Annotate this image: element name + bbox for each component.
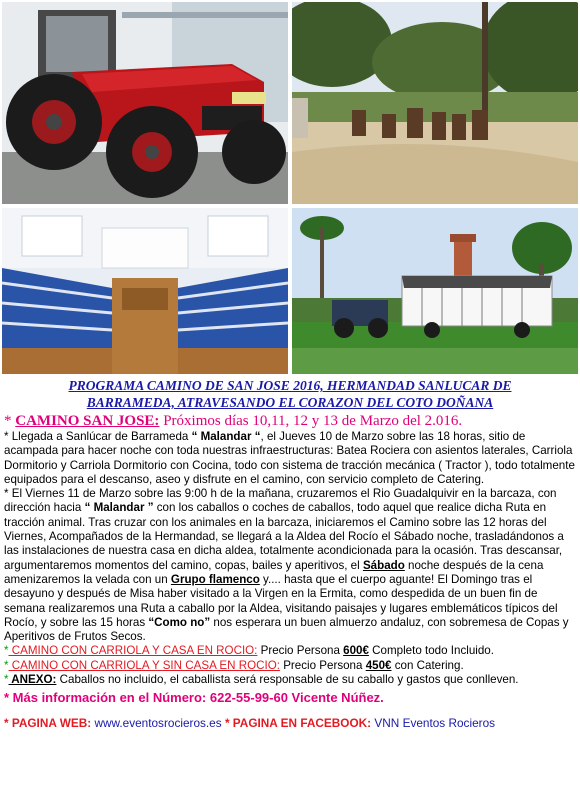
- camino-dates-text: Próximos días 10,11, 12 y 13 de Marzo del 2.016.: [159, 413, 463, 429]
- photo-tractor-caravan: [292, 208, 578, 374]
- photo-carriage-interior: [2, 208, 288, 374]
- text-span: con Catering.: [391, 658, 464, 672]
- annex-label: ANEXO:: [8, 673, 57, 687]
- itinerary-paragraph: [4, 487, 576, 644]
- web-label: * PAGINA WEB:: [4, 715, 92, 730]
- text-span: Precio Persona: [279, 658, 366, 672]
- price-option-1: [4, 644, 576, 659]
- price-option-2: [4, 659, 576, 674]
- page-title: [4, 377, 576, 411]
- bullet-star: *: [4, 658, 9, 672]
- info-label: Más información en el Número:: [9, 689, 210, 705]
- title-line-1: PROGRAMA CAMINO DE SAN JOSE 2016, HERMANDAD SANLUCAR DE: [68, 378, 512, 393]
- program-text: [4, 377, 576, 731]
- text-span: con los caballos o coches de caballos, todo aquel que realice dicha Ruta en tracción animal. Tras cruzar con los animales en la barcaza, iniciaremos el Camino sobre las 12 horas del Viernes, Acompañados de la Hermandad, se llegará a la Aldea del Rocío el Sábado noche, trasladándonos a las instalaciones de nuestra casa en dicha aldea, totalmente acondicionada para la ocasión. Tras descansar, argumentaremos momentos del camino, copas, bailes y aperitivos, el: [4, 501, 564, 572]
- title-line-2: BARRAMEDA, ATRAVESANDO EL CORAZON DEL COTO DOÑANA: [86, 395, 494, 410]
- price-label: CAMINO CON CARRIOLA Y SIN CASA EN ROCIO:: [8, 658, 280, 672]
- bullet-star: *: [4, 644, 9, 658]
- photo-red-tractor: [2, 2, 288, 204]
- text-span: Caballos no incluido, el caballista será responsable de su caballo y gastos que conlleven.: [56, 673, 519, 687]
- text-span: nos esperara un buen almuerzo andaluz, con sobremesa de Copas y Aperitivos de Frutos Secos.: [4, 615, 569, 644]
- text-span: * Llegada a Sanlúcar de Barrameda: [4, 430, 192, 443]
- footer-links: [4, 716, 576, 731]
- arrival-paragraph: [4, 430, 576, 487]
- text-span: * El Viernes 11 de Marzo sobre las 9:00 h de la mañana, cruzaremos el Rio Guadalquivir en la barcaza, con dirección hacia: [4, 487, 557, 515]
- contact-info: [4, 689, 576, 706]
- text-span: , el Jueves 10 de Marzo sobre las 18 horas, sitio de acampada para hacer noche con toda nuestras infraestructuras: Batea Rociera con asientos laterales, Carriola Dormitorio y Carriola Dormitorio con Cocina, todo con sistema de tracción mecánica ( Tractor ), todo totalmente equipados para el descanso, aseo y disfrute en el camino, con servicio completo de Catering.: [4, 430, 575, 486]
- bullet-star: *: [4, 413, 12, 429]
- facebook-label: * PAGINA EN FACEBOOK:: [224, 715, 372, 730]
- website-link[interactable]: www.eventosrocieros.es: [91, 715, 225, 730]
- text-span: Precio Persona: [257, 644, 344, 658]
- annex-note: [4, 673, 576, 688]
- text-bold: “Como no”: [148, 615, 211, 629]
- price-value: 450€: [365, 658, 392, 672]
- phone-number: 622-55-99-60 Vicente Núñez.: [209, 689, 384, 705]
- text-bold: Grupo flamenco: [170, 572, 260, 586]
- facebook-link[interactable]: VNN Eventos Rocieros: [371, 715, 496, 730]
- text-bold: “ Malandar ”: [84, 501, 154, 515]
- text-span: Completo todo Incluido.: [368, 644, 494, 658]
- bullet-star: *: [4, 689, 10, 705]
- text-bold: Sábado: [362, 558, 405, 572]
- text-span: noche después de la cena amenizaremos la velada con un: [4, 558, 544, 586]
- price-value: 600€: [343, 644, 369, 658]
- text-span: y.... hasta que el cuerpo aguante! El Domingo tras el desayuno y después de Misa haber visitado a la Virgen en la Ermita, como despedida de un buen fin de semana realizaremos una Ruta a caballo por la Aldea, visitando paisajes y lugares emblemáticos típicos del Rocío, y sobre las 15 horas: [4, 572, 558, 629]
- camino-dates: [4, 412, 576, 430]
- price-label: CAMINO CON CARRIOLA Y CASA EN ROCIO:: [8, 644, 258, 658]
- bullet-star: *: [4, 673, 9, 687]
- camino-label: CAMINO SAN JOSE:: [15, 413, 160, 429]
- photo-horse-riders: [292, 2, 578, 204]
- photo-grid: [2, 2, 578, 374]
- text-bold: “ Malandar “: [191, 430, 261, 443]
